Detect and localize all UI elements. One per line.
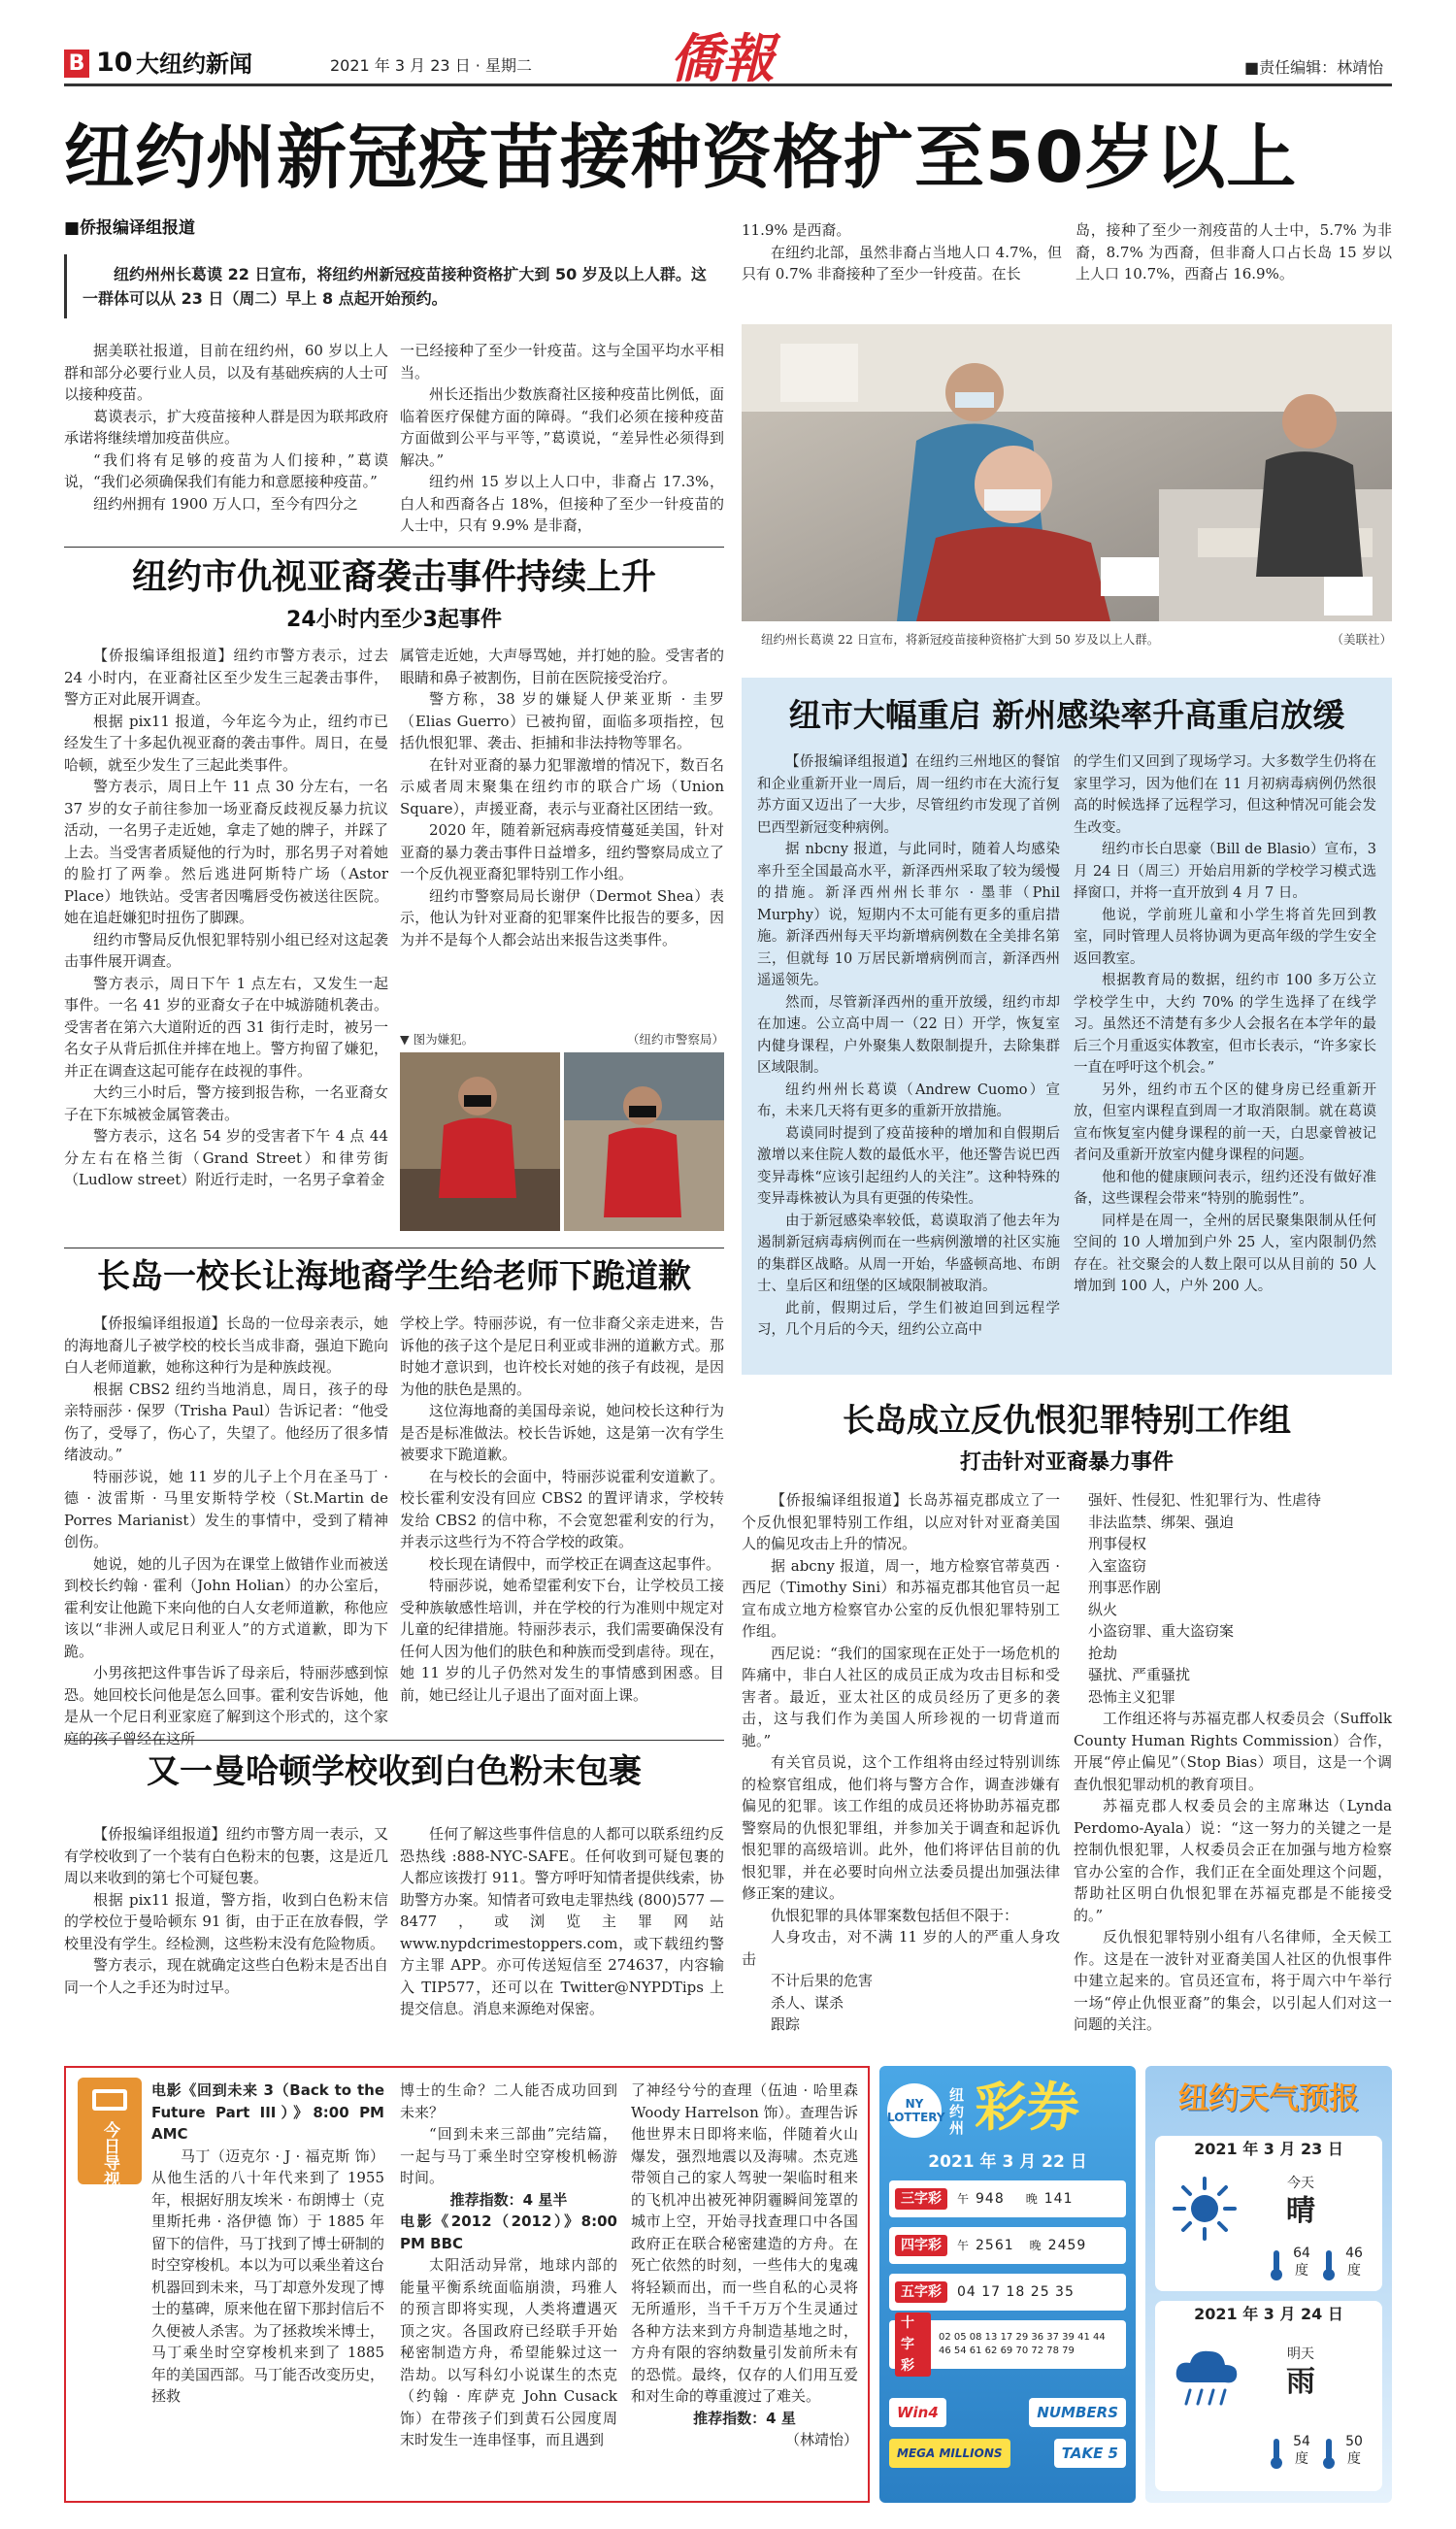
lead-photo xyxy=(742,324,1392,621)
paragraph: 【侨报编译组报道】长岛的一位母亲表示，她的海地裔儿子被学校的校长当成非裔，强迫下跪向白人老师道歉，她称这种行为是种族歧视。 xyxy=(64,1314,388,1376)
caption-credit: （纽约市警察局） xyxy=(626,1032,724,1047)
paragraph: 他和他的健康顾问表示，纽约还没有做好准备，这些课程会带来“特别的脆弱性”。 xyxy=(1074,1169,1376,1207)
paragraph: 不计后果的危害 xyxy=(771,1972,874,1989)
lead-headline: 纽约州新冠疫苗接种资格扩至50岁以上 xyxy=(64,116,1298,198)
lottery-label: 十字彩 xyxy=(895,2313,931,2377)
weather-title: 纽约天气预报 xyxy=(1178,2081,1359,2116)
task-col-2 xyxy=(1074,1489,1392,2036)
school-col-2 xyxy=(400,1313,724,1706)
paragraph: 在与校长的会面中，特丽莎说霍利安道歉了。校长霍利安没有回应 CBS2 的置评请求，学校转发给 CBS2 的信中称，不会宽恕霍利安的行为，并表示这些行为不符合学校的政策。 xyxy=(400,1467,724,1550)
lead-photo-caption xyxy=(761,629,1392,650)
paragraph: 杀人、谋杀 xyxy=(771,1993,844,2012)
paragraph: 仇恨犯罪的具体罪案数包括但不限于： xyxy=(771,1906,1019,1924)
paragraph: 2020 年，随着新冠病毒疫情蔓延美国，针对亚裔的暴力袭击事件日益增多，纽约警察局成立了一个反仇视亚裔犯罪特别工作小组。 xyxy=(400,821,724,882)
caption-credit: （美联社） xyxy=(1331,632,1392,647)
weather-today-date: 2021 年 3 月 23 日 xyxy=(1194,2140,1343,2158)
paragraph: 根据 pix11 报道，警方指，收到白色粉末信的学校位于曼哈顿东 91 街，由于正在放春假，学校里没有学生。经检测，这些粉末没有危险物质。 xyxy=(64,1890,388,1952)
paragraph: 11.9% 是西裔。 xyxy=(742,221,851,239)
paragraph: 【侨报编译组报道】在纽约三州地区的餐馆和企业重新开业一周后，周一纽约市在大流行复苏方面又迈出了一大步，尽管纽约市发现了首例巴西型新冠变种病例。 xyxy=(757,754,1060,836)
temp-unit: 度 xyxy=(1347,2451,1361,2467)
paragraph: 他说，学前班儿童和小学生将首先回到教室，同时管理人员将协调为更高年级的学生安全返回教室。 xyxy=(1074,907,1376,967)
paragraph: 葛谟同时提到了疫苗接种的增加和自假期后激增以来住院人数的最低水平，他还警告说巴西变异毒株“应该引起纽约人的关注”。这种特殊的变异毒株被认为具有更强的传染性。 xyxy=(757,1125,1060,1207)
lottery-day-label: 午 xyxy=(957,2192,971,2206)
paragraph: 属管走近她，大声辱骂她，并打她的脸。受害者的眼睛和鼻子被割伤，目前在医院接受治疗。 xyxy=(400,647,724,686)
tv-icon xyxy=(90,2085,129,2114)
paragraph: 纽约州拥有 1900 万人口，至今有四分之 xyxy=(93,494,358,513)
asian-col-1 xyxy=(64,645,388,1191)
paragraph: 根据 pix11 报道，今年迄今为止，纽约市已经发生了十多起仇视亚裔的袭击事件。周日，在曼哈顿，就至少发生了三起此类事件。 xyxy=(64,712,388,774)
asian-story-headline: 纽约市仇视亚裔袭击事件持续上升 xyxy=(131,557,656,597)
tv-col-1 xyxy=(151,2080,384,2408)
lead-col-4 xyxy=(1075,219,1392,285)
paragraph: 小男孩把这件事告诉了母亲后，特丽莎感到惊恐。她回校长问他是怎么回事。霍利安告诉她，他是从一个尼日利亚家庭了解到这个形式的，这个家庭的孩子曾经在这所 xyxy=(64,1664,388,1747)
paragraph: 根据教育局的数据，纽约市 100 多万公立学校学生中，大约 70% 的学生选择了在线学习。虽然还不清楚有多少人会报名在本学年的最后三个月重返实体教室，但市长表示，“许多家长一直在呼吁这个机会。” xyxy=(1074,973,1376,1076)
paragraph: 警方表示，周日上午 11 点 30 分左右，一名 37 岁的女子前往参加一场亚裔反歧视反暴力抗议活动，一名男子走近她，拿走了她的牌子，并踩了上去。当受害者质疑他的行为时，那名男子对着她的脸打了两拳。然后逃进阿斯特广场（Astor Place）地铁站。受害者因嘴唇受伤被送往医院。她在追赶嫌犯时扭伤了脚踝。 xyxy=(64,778,388,926)
paragraph: 然而，尽管新泽西州的重开放缓，纽约市却在加速。公立高中周一（22 日）开学，恢复室内健身课程，户外聚集人数限制提升，去除集群区域限制。 xyxy=(757,994,1060,1076)
section-badge xyxy=(64,50,89,78)
paragraph: 警方表示，现在就确定这些白色粉末是否出自同一个人之手还为时过早。 xyxy=(64,1956,388,1996)
paragraph: 的学生们又回到了现场学习。大多数学生仍将在家里学习，因为他们在 11 月初病毒病例仍然很高的时候选择了远程学习，但这种情况可能会发生改变。 xyxy=(1074,754,1376,836)
lottery-row-4 xyxy=(889,2227,1126,2264)
weather-tomorrow-date: 2021 年 3 月 24 日 xyxy=(1194,2305,1343,2323)
sun-icon xyxy=(1171,2175,1239,2243)
weather-tomorrow-label: 明天 xyxy=(1287,2346,1314,2362)
temp-unit: 度 xyxy=(1347,2263,1361,2279)
weather-today-label: 今天 xyxy=(1287,2176,1314,2191)
task-story-subhead: 打击针对亚裔暴力事件 xyxy=(959,1450,1174,1475)
lottery-night-label: 晚 xyxy=(1029,2239,1042,2252)
paragraph: 葛谟表示，扩大疫苗接种人群是因为联邦政府承诺将继续增加疫苗供应。 xyxy=(64,407,388,447)
paragraph: 苏福克郡人权委员会的主席琳达（Lynda Perdomo-Ayala）说：“这一努力的关键之一是控制仇恨犯罪，人权委员会正在加强与地方检察官办公室的合作，我们正在全面处理这个问题，帮助社区明白仇恨犯罪在苏福克郡是不能接受的。” xyxy=(1074,1797,1392,1924)
lottery-logo-text: NY LOTTERY xyxy=(887,2097,945,2124)
asian-story-subhead: 24小时内至少3起事件 xyxy=(286,608,502,632)
paragraph: 特丽莎说，她 11 岁的儿子上个月在圣马丁 · 德 · 波雷斯 · 马里安斯特学校（St.Martin de Porres Marianist）发生的事情中，受到了精神创伤。 xyxy=(64,1467,388,1550)
lottery-label: 四字彩 xyxy=(895,2235,947,2256)
paragraph: 学校上学。特丽莎说，有一位非裔父亲走进来，告诉他的孩子这个是尼日利亚或非洲的道歉方式。那时她才意识到，也许校长对她的孩子有歧视，是因为他的肤色是黑的。 xyxy=(400,1314,724,1398)
lottery-logo xyxy=(887,2083,945,2138)
task-col-1 xyxy=(742,1489,1060,2036)
asian-col-2 xyxy=(400,645,724,950)
paragraph: 根据 CBS2 纽约当地消息，周日，孩子的母亲特丽莎 · 保罗（Trisha Paul）告诉记者：“他受伤了，受辱了，伤心了，失望了。他经历了很多情绪波动。” xyxy=(64,1380,388,1463)
low-temp: 50 xyxy=(1345,2434,1363,2449)
temp-unit: 度 xyxy=(1295,2263,1308,2279)
low-temp: 46 xyxy=(1345,2246,1363,2261)
paragraph: 人身攻击，对不满 11 岁的人的严重人身攻击 xyxy=(742,1928,1060,1968)
paragraph: 【侨报编译组报道】纽约市警方周一表示，又有学校收到了一个装有白色粉末的包裹，这是近几周以来收到的第七个可疑包裹。 xyxy=(64,1825,388,1886)
paragraph: 有关官员说，这个工作组将由经过特别训练的检察官组成，他们将与警方合作，调查涉嫌有偏见的犯罪。该工作组的成员还将协助苏福克郡警察局的仇恨犯罪组，并参加关于调查和起诉仇恨犯罪的高级培训。此外，他们将评估目前的仇恨犯罪，并在必要时向州立法委员提出加强法律修正案的建议。 xyxy=(742,1753,1060,1902)
lottery-rows xyxy=(889,2180,1126,2379)
paragraph: 纽约市警局反仇恨犯罪特别小组已经对这起袭击事件展开调查。 xyxy=(64,930,388,970)
thermometer-icon xyxy=(1322,2437,1336,2470)
weather-tomorrow-condition: 雨 xyxy=(1286,2365,1315,2399)
paragraph: 州长还指出少数族裔社区接种疫苗比例低，面临着医疗保健方面的障碍。“我们必须在接种疫苗方面做到公平与平等，”葛谟说，“差异性必须得到解决。” xyxy=(400,385,724,469)
take5-logo: TAKE 5 xyxy=(1054,2439,1126,2468)
paragraph: 马丁（迈克尔 · J · 福克斯 饰）从他生活的八十年代来到了 1955 年，根据好朋友埃米 · 布朗博士（克里斯托弗 · 洛伊德 饰）于 1885 年留下的信件，马丁找到了博士研制的时空穿梭机。本以为可以乘坐着这台机器回到未来，马丁却意外发现了博士的墓碑，原来他在留下那封信后不久便被人杀害。为了拯救埃米博士，马丁乘坐时空穿梭机来到了 1885 年的美国西部。马丁能否改变历史，拯救 xyxy=(151,2146,385,2405)
paragraph: 由于新冠感染率较低，葛谟取消了他去年为遏制新冠病毒病例而在一些病例激增的社区实施的集群区战略。从周一开始，华盛顿高地、布朗士、皇后区和纽堡的区域限制被取消。 xyxy=(757,1213,1060,1294)
paragraph: 【侨报编译组报道】长岛苏福克郡成立了一个反仇恨犯罪特别工作组，以应对针对亚裔美国人的偏见攻击上升的情况。 xyxy=(742,1491,1060,1552)
lottery-day-value: 2561 xyxy=(976,2238,1014,2253)
paragraph: 博士的生命？二人能否成功回到未来？ xyxy=(400,2081,617,2121)
weather-today-low xyxy=(1340,2245,1369,2279)
paragraph: 据 nbcny 报道，与此同时，随着人均感染率升至全国最高水平，新泽西州采取了较为缓慢的措施。新泽西州州长菲尔 · 墨菲（Phil Murphy）说，短期内不太可能有更多的重启措施。新泽西州每天平均新增病例数在全美排名第三，但就每 10 万居民新增病例而言，新泽西州遥遥领先。 xyxy=(757,842,1060,988)
paragraph: 在纽约北部，虽然非裔占当地人口 4.7%，但只有 0.7% 非裔接种了至少一针疫苗。在长 xyxy=(742,243,1062,283)
lottery-date: 2021 年 3 月 22 日 xyxy=(928,2152,1087,2172)
lead-col-2 xyxy=(400,340,724,537)
section-name: 大纽约新闻 xyxy=(136,50,252,78)
suspect-photo-caption xyxy=(400,1029,724,1050)
paragraph: “我们将有足够的疫苗为人们接种，”葛谟说，“我们必须确保我们有能力和意愿接种疫苗。” xyxy=(64,450,388,490)
rating: 推荐指数：4 星半 xyxy=(449,2190,568,2209)
lottery-numbers: 04 17 18 25 35 xyxy=(957,2284,1075,2300)
thermometer-icon xyxy=(1270,2248,1283,2281)
paragraph: 警方称，38 岁的嫌疑人伊莱亚斯 · 圭罗（Elias Guerro）已被拘留，面临多项指控，包括仇恨犯罪、袭击、拒捕和非法持物等罪名。 xyxy=(400,690,724,751)
suspect-photo-pair xyxy=(400,1052,724,1231)
weather-tomorrow-high xyxy=(1287,2433,1316,2468)
list-item: 小盗窃罪、重大盗窃案 xyxy=(1088,1622,1235,1640)
tv-credit: （林靖怡） xyxy=(784,2431,858,2448)
paragraph: 跟踪 xyxy=(771,2015,801,2033)
lottery-night-value: 141 xyxy=(1043,2191,1074,2207)
paragraph: 西尼说：“我们的国家现在正处于一场危机的阵痛中，非白人社区的成员正成为攻击目标和受害者。最近，亚太社区的成员经历了更多的袭击，这与我们作为美国人所珍视的一切背道而驰。” xyxy=(742,1644,1060,1749)
paragraph: 纽约州州长葛谟（Andrew Cuomo）宣布，未来几天将有更多的重新开放措施。 xyxy=(757,1081,1060,1119)
paragraph: 另外，纽约市五个区的健身房已经重新开放，但室内课程直到周一才取消限制。就在葛谟宣布恢复室内健身课程的前一天，白思豪曾被记者问及重新开放室内健身课程的问题。 xyxy=(1074,1081,1376,1163)
paragraph: 反仇恨犯罪特别小组有八名律师，全天候工作。这是在一波针对亚裔美国人社区的仇恨事件中建立起来的。官员还宣布，将于周六中午举行一场“停止仇恨亚裔”的集会，以引起人们对这一问题的关注。 xyxy=(1074,1928,1392,2033)
list-item: 刑事恶作剧 xyxy=(1088,1579,1162,1596)
tv-guide-badge xyxy=(78,2078,142,2187)
thermometer-icon xyxy=(1270,2437,1283,2470)
list-item: 非法监禁、绑架、强迫 xyxy=(1088,1513,1235,1531)
paragraph: 警方表示，周日下午 1 点左右，又发生一起事件。一名 41 岁的亚裔女子在中城游随机袭击。受害者在第六大道附近的西 31 街行走时，被另一名女子从背后抓住并摔在地上。警方拘留了嫌犯，并正在调查这起可能存在歧视的事件。 xyxy=(64,974,388,1080)
lead-col-3 xyxy=(742,219,1062,285)
caption-text: 纽约州长葛谟 22 日宣布，将新冠疫苗接种资格扩大到 50 岁及以上人群。 xyxy=(761,632,1160,647)
reopen-col-1 xyxy=(757,751,1060,1342)
reopen-col-2 xyxy=(1074,751,1376,1298)
lottery-label: 五字彩 xyxy=(895,2281,947,2303)
weather-today-high xyxy=(1287,2245,1316,2279)
list-item: 刑事侵权 xyxy=(1088,1535,1147,1552)
header-rule xyxy=(64,83,1392,86)
powder-col-1 xyxy=(64,1823,388,1998)
numbers-logo: NUMBERS xyxy=(1029,2398,1126,2427)
list-item: 强奸、性侵犯、性犯罪行为、性虐待 xyxy=(1088,1491,1322,1509)
tv-col-3 xyxy=(631,2080,858,2451)
editor-credit: ■责任编辑：林靖怡 xyxy=(1244,58,1384,77)
list-item: 骚扰、严重骚扰 xyxy=(1088,1666,1191,1683)
lottery-day-label: 午 xyxy=(957,2239,971,2252)
task-story-headline: 长岛成立反仇恨犯罪特别工作组 xyxy=(843,1401,1291,1439)
lead-summary-text: 纽约州州长葛谟 22 日宣布，将纽约州新冠疫苗接种资格扩大到 50 岁及以上人群。这一群体可以从 23 日（周二）早上 8 点起开始预约。 xyxy=(83,265,707,308)
list-item: 入室盗窃 xyxy=(1088,1556,1147,1575)
paragraph: 太阳活动异常，地球内部的能量平衡系统面临崩溃，玛雅人的预言即将实现，人类将遭遇灭顶之灾。各国政府已经联手开始秘密制造方舟，希望能躲过这一浩劫。以写科幻小说谋生的杰克（约翰 · 库萨克 John Cusack 饰）在带孩子们到黄石公园度周末时发生一连串怪事，而且遇到 xyxy=(400,2256,617,2448)
weather-tomorrow-low xyxy=(1340,2433,1369,2468)
paragraph: 了神经兮兮的查理（伍迪 · 哈里森 Woody Harrelson 饰）。查理告诉他世界末日即将来临，伴随着火山爆发，强烈地震以及海啸。杰克逃带领自己的家人驾驶一架临时租来的飞机冲出被死神阴霾瞬间笼罩的城市上空，开始寻找查理口中各国政府正在联合秘密建造的方舟。在死亡依然的时刻，一些伟大的鬼魂将轻颖而出，而一些自私的心灵将无所遁形，当千千万万个生灵通过各种方法来到方舟制造基地之时，方舟有限的容纳数量引发前所未有的恐慌。最终，仅存的人们用互爱和对生命的尊重渡过了难关。 xyxy=(631,2081,859,2405)
lottery-title-small: 纽约州 xyxy=(949,2086,965,2137)
tv-col-2 xyxy=(400,2080,617,2451)
paragraph: 工作组还将与苏福克郡人权委员会（Suffolk County Human Rights Commission）合作，开展“停止偏见”（Stop Bias）项目，这是一个调查仇恨犯罪动机的教育项目。 xyxy=(1074,1710,1392,1793)
paragraph: “回到未来三部曲”完结篇，一起与马丁乘坐时空穿梭机畅游时间。 xyxy=(400,2125,617,2186)
paragraph: 校长现在请假中，而学校正在调查这起事件。 xyxy=(429,1554,721,1573)
high-temp: 54 xyxy=(1293,2434,1310,2449)
paragraph: 据美联社报道，目前在纽约州，60 岁以上人群和部分必要行业人员，以及有基础疾病的人士可以接种疫苗。 xyxy=(64,342,388,403)
paragraph: 在针对亚裔的暴力犯罪激增的情况下，数百名示威者周末聚集在纽约市的联合广场（Union Square），声援亚裔，表示与亚裔社区团结一致。 xyxy=(400,755,724,817)
paragraph: 据 abcny 报道，周一，地方检察官蒂莫西 · 西尼（Timothy Sini）和苏福克郡其他官员一起宣布成立地方检察官办公室的反仇恨犯罪特别工作组。 xyxy=(742,1556,1060,1640)
rating: 推荐指数：4 星 xyxy=(693,2409,796,2427)
paragraph: 此前，假期过后，学生们被迫回到远程学习，几个月后的今天，纽约公立高中 xyxy=(757,1300,1060,1338)
temp-unit: 度 xyxy=(1295,2451,1308,2467)
lottery-title: 彩券 xyxy=(975,2077,1079,2138)
paragraph: 一已经接种了至少一针疫苗。这与全国平均水平相当。 xyxy=(400,342,724,382)
lead-byline-text: ■侨报编译组报道 xyxy=(64,218,196,238)
mega-millions-logo: MEGA MILLIONS xyxy=(889,2439,1010,2468)
page-number: 10 xyxy=(96,48,133,78)
paragraph: 【侨报编译组报道】纽约市警方表示，过去 24 小时内，在亚裔社区至少发生三起袭击事件，警方正对此展开调查。 xyxy=(64,647,388,708)
lead-summary xyxy=(64,254,722,318)
paragraph: 警方表示，这名 54 岁的受害者下午 4 点 44 分左右在格兰街（Grand Street）和律劳街（Ludlow street）附近行走时，一名男子拿着金 xyxy=(64,1127,388,1188)
caption-text: ▼ 图为嫌犯。 xyxy=(400,1032,475,1047)
paragraph: 同样是在周一，全州的居民聚集限制从任何空间的 10 人增加到户外 25 人，室内限制仍然存在。社交聚会的人数上限可以从目前的 50 人增加到 100 人，户外 200 人。 xyxy=(1074,1213,1376,1294)
paragraph: 大约三小时后，警方接到报告称，一名亚裔女子在下东城被金属管袭击。 xyxy=(64,1083,388,1123)
lottery-label: 三字彩 xyxy=(895,2188,947,2210)
section-letter: B xyxy=(68,51,85,76)
list-item: 抢劫 xyxy=(1088,1644,1118,1662)
win4-logo: Win4 xyxy=(889,2398,946,2427)
paragraph: 纽约市长白思豪（Bill de Blasio）宣布，3 月 24 日（周三）开始启用新的学校学习模式选择窗口，并将一直开放到 4 月 7 日。 xyxy=(1074,842,1376,901)
issue-date: 2021 年 3 月 23 日 · 星期二 xyxy=(330,56,532,75)
weather-today-card xyxy=(1155,2136,1382,2291)
powder-story-headline: 又一曼哈顿学校收到白色粉末包裹 xyxy=(147,1752,642,1791)
list-item: 恐怖主义犯罪 xyxy=(1088,1687,1176,1706)
powder-story-rule xyxy=(64,1740,724,1741)
school-col-1 xyxy=(64,1313,388,1749)
paragraph: 她说，她的儿子因为在课堂上做错作业而被送到校长约翰 · 霍利（John Holian）的办公室后，霍利安让他跪下来向他的白人女老师道歉，称他应该以“非洲人或尼日利亚人”的方式道歉，即为下跪。 xyxy=(64,1554,388,1660)
lottery-numbers: 02 05 08 13 17 29 36 37 39 41 44 46 54 61 62 69 70 72 78 79 xyxy=(938,2332,1106,2356)
asian-story-rule xyxy=(64,547,724,548)
paragraph: 纽约市警察局局长谢伊（Dermot Shea）表示，他认为针对亚裔的犯罪案件比报告的要多，因为并不是每个人都会站出来报告这类事件。 xyxy=(400,886,724,948)
suspect-photos xyxy=(400,1052,724,1231)
high-temp: 64 xyxy=(1293,2246,1310,2261)
school-story-headline: 长岛一校长让海地裔学生给老师下跪道歉 xyxy=(97,1257,691,1296)
lottery-night-label: 晚 xyxy=(1025,2192,1039,2206)
lottery-night-value: 2459 xyxy=(1047,2238,1087,2253)
lottery-row-10 xyxy=(889,2315,1126,2374)
lottery-brands xyxy=(889,2398,1126,2468)
weather-today-condition: 晴 xyxy=(1286,2194,1315,2228)
rain-icon xyxy=(1169,2340,1246,2417)
lottery-day-value: 948 xyxy=(976,2191,1005,2207)
thermometer-icon xyxy=(1322,2248,1336,2281)
paragraph: 纽约州 15 岁以上人口中，非裔占 17.3%，白人和西裔各占 18%，但接种了至少一针疫苗的人士中，只有 9.9% 是非裔， xyxy=(400,473,724,534)
newspaper-logo: 僑報 xyxy=(670,27,775,89)
lead-byline xyxy=(64,217,195,239)
paragraph: 岛，接种了至少一剂疫苗的人士中，5.7% 为非裔，8.7% 为西裔，但非裔人口占长岛 15 岁以上人口 10.7%，西裔占 16.9%。 xyxy=(1075,221,1392,283)
lottery-row-5 xyxy=(889,2274,1126,2311)
tv-badge-text: 今日导视 xyxy=(100,2121,119,2187)
paragraph: 任何了解这些事件信息的人都可以联系纽约反恐热线 :888-NYC-SAFE。任何收到可疑包裹的人都应该拨打 911。警方呼吁知情者提供线索，协助警方办案。知情者可致电走罪热线 (800)577 — 8477，或浏览主罪网站 www.nypdcrimestoppers.com，或下载纽约警方主罪 APP。亦可传送短信至 274637，内容输入 TIP577，还可以在 Twitter@NYPDTips 上提交信息。消息来源绝对保密。 xyxy=(400,1825,724,2017)
weather-tomorrow-card xyxy=(1155,2301,1382,2491)
page-header xyxy=(0,0,1456,89)
lead-col-1 xyxy=(64,340,388,515)
paragraph: 这位海地裔的美国母亲说，她问校长这种行为是否是标准做法。校长告诉她，这是第一次有学生被要求下跪道歉。 xyxy=(400,1402,724,1463)
tv-program-title: 电影《2012（2012）》8:00 PM BBC xyxy=(400,2213,617,2252)
powder-col-2 xyxy=(400,1823,724,2020)
reopen-story-headline: 纽市大幅重启 新州感染率升高重启放缓 xyxy=(788,696,1345,734)
vaccination-photo xyxy=(742,324,1392,621)
paragraph: 特丽莎说，她希望霍利安下台，让学校员工接受种族敏感性培训，并在学校的行为准则中规定对儿童的纪律措施。特丽莎表示，我们需要确保没有任何人因为他们的肤色和种族而受到虐待。现在，她 11 岁的儿子仍然对发生的事情感到困惑。目前，她已经让儿子退出了面对面上课。 xyxy=(400,1577,724,1704)
lottery-row-3 xyxy=(889,2180,1126,2217)
list-item: 纵火 xyxy=(1088,1600,1118,1618)
tv-program-title: 电影《回到未来 3（Back to the Future Part III）》8:00 PM AMC xyxy=(151,2081,384,2143)
